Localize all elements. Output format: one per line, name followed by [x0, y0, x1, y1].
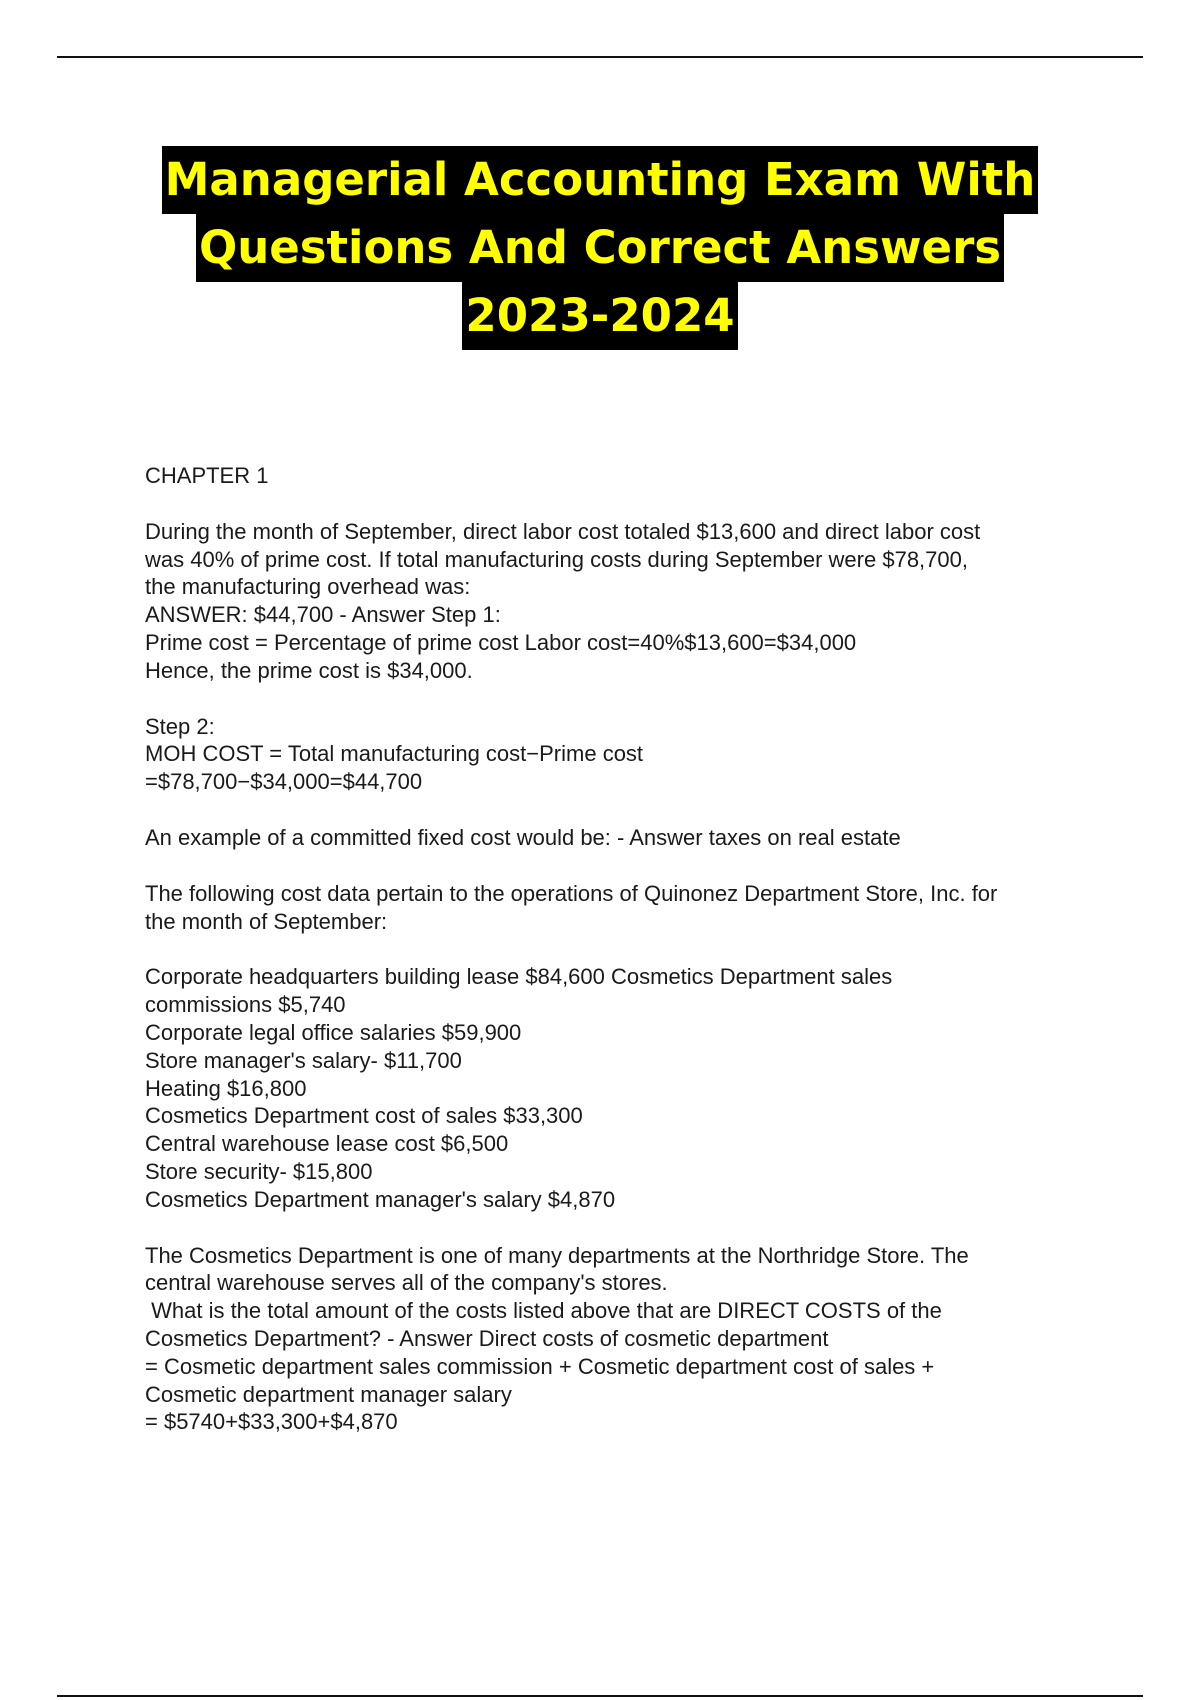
- q3-question-line: central warehouse serves all of the company's stores.: [145, 1270, 668, 1296]
- document-body: [145, 462, 1100, 1436]
- cost-item: commissions $5,740: [145, 992, 346, 1018]
- title-line-3: 2023-2024: [462, 282, 737, 350]
- q1-answer-line: ANSWER: $44,700 - Answer Step 1:: [145, 602, 501, 628]
- chapter-heading: CHAPTER 1: [145, 463, 269, 488]
- q1-step2-line: Step 2:: [145, 713, 215, 739]
- document-title: [0, 146, 1200, 350]
- q3-intro-line: the month of September:: [145, 908, 388, 934]
- cost-item: Store manager's salary- $11,700: [145, 1047, 462, 1073]
- cost-item: Corporate headquarters building lease $84,600 Cosmetics Department sales: [145, 964, 893, 990]
- q1-answer-line: Prime cost = Percentage of prime cost Labor cost=40%$13,600=$34,000: [145, 629, 857, 655]
- cost-item-list: [145, 963, 1100, 1213]
- q1-step2-line: =$78,700−$34,000=$44,700: [145, 769, 423, 795]
- title-line-2: Questions And Correct Answers: [196, 214, 1004, 282]
- q3-answer-line: = Cosmetic department sales commission + Cosmetic department cost of sales +: [145, 1353, 935, 1379]
- title-line-1: Managerial Accounting Exam With: [162, 146, 1039, 214]
- q3-answer-line: Cosmetics Department? - Answer Direct costs of cosmetic department: [145, 1325, 829, 1351]
- q2-question-answer: An example of a committed fixed cost would be: - Answer taxes on real estate: [145, 824, 901, 850]
- cost-item: Central warehouse lease cost $6,500: [145, 1131, 509, 1157]
- q3-question-line: What is the total amount of the costs listed above that are DIRECT COSTS of the: [145, 1298, 942, 1324]
- cost-item: Corporate legal office salaries $59,900: [145, 1019, 522, 1045]
- q1-question-line: the manufacturing overhead was:: [145, 574, 471, 600]
- q1-step2-line: MOH COST = Total manufacturing cost−Prime cost: [145, 741, 644, 767]
- cost-item: Store security- $15,800: [145, 1158, 373, 1184]
- q3-answer-line: = $5740+$33,300+$4,870: [145, 1409, 398, 1435]
- cost-item: Heating $16,800: [145, 1075, 307, 1101]
- cost-item: Cosmetics Department cost of sales $33,300: [145, 1103, 583, 1129]
- q3-intro-line: The following cost data pertain to the operations of Quinonez Department Store, Inc. for: [145, 880, 998, 906]
- q1-question-line: During the month of September, direct labor cost totaled $13,600 and direct labor cost: [145, 518, 981, 544]
- footer-rule: [57, 1695, 1143, 1697]
- header-rule: [57, 56, 1143, 58]
- q3-question-line: The Cosmetics Department is one of many departments at the Northridge Store. The: [145, 1242, 969, 1268]
- q1-answer-line: Hence, the prime cost is $34,000.: [145, 657, 473, 683]
- q1-question-line: was 40% of prime cost. If total manufacturing costs during September were $78,700,: [145, 546, 968, 572]
- cost-item: Cosmetics Department manager's salary $4,870: [145, 1186, 616, 1212]
- q3-answer-line: Cosmetic department manager salary: [145, 1381, 512, 1407]
